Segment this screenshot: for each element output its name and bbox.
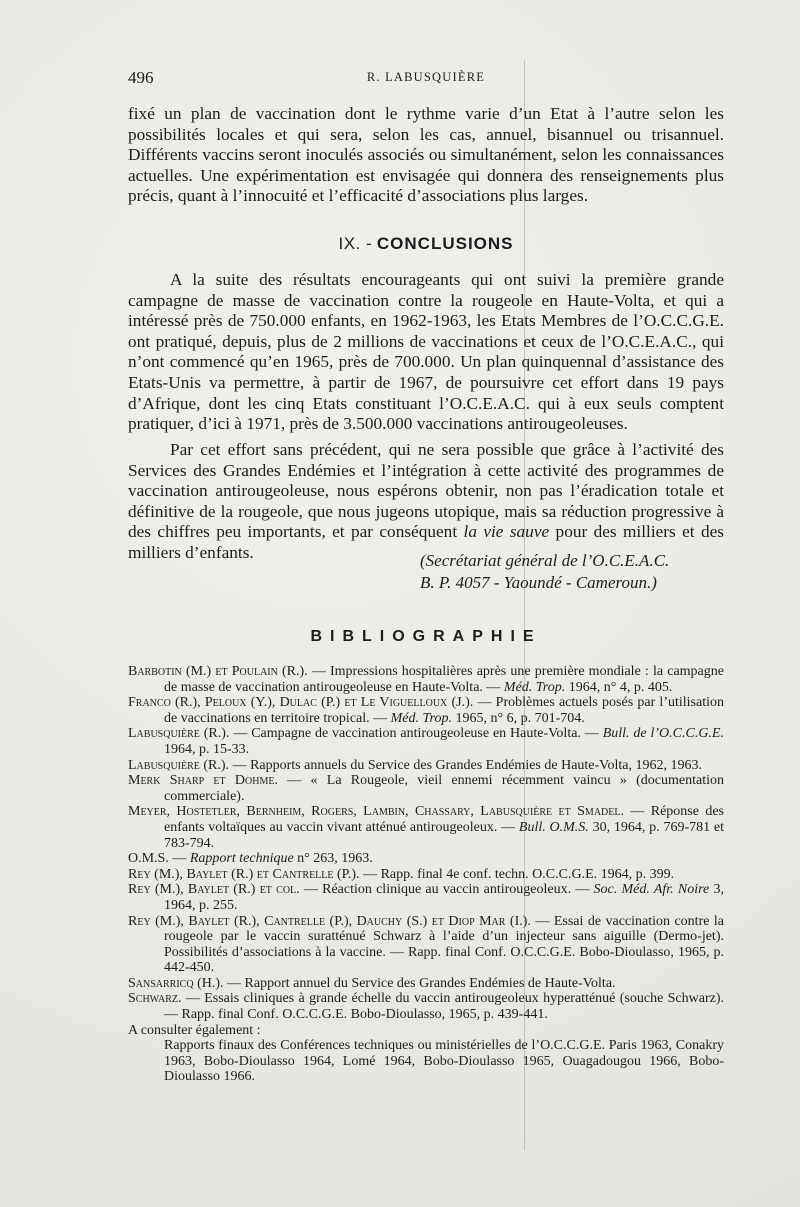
consult-heading: A consulter également : [128,1022,261,1038]
ref-authors: Rey (M.), Baylet (R.), Cantrelle (P.), Dauchy (S.) et Diop Mar (I.). [128,913,531,929]
paragraph-text: Par cet effort sans précédent, qui ne sera possible que grâce à l’activité des Services des Grandes Endémies et l’intégration à cette activité des programmes de vaccination antirougeoleuse, nous espérons obtenir, non pas l’éradication totale et définitive de la rougeole, que nous jugeons utopique, mais sa réduction progressive à des chiffres peu importants, et par conséquent [128,440,724,542]
intro-paragraph: fixé un plan de vaccination dont le rythme varie d’un Etat à l’autre selon les possibilités locales et qui sera, selon les cas, annuel, bisannuel ou trisannuel. Différents vaccins seront inoculés associés ou simultanément, selon les connaissances actuelles. Une expérimentation est envisagée qui donnera des renseignements plus précis, quant à l’innocuité et l’efficacité d’associations plus larges. [128,104,724,206]
ref-tail: 3, 1964, p. 255. [164,882,725,913]
ref-text: — Réponse des enfants voltaïques au vaccin vivant atténué antirougeoleux. — [164,804,724,835]
ref-source: Méd. Trop. [503,679,566,695]
ref-source: Bull. O.M.S. [518,819,589,835]
reference-item [128,773,724,804]
reference-item [128,695,724,726]
ref-authors: Rey (M.), Baylet (R.) et Cantrelle (P.). [128,866,360,882]
reference-item [128,726,724,757]
ref-tail: 1964, p. 15-33. [164,741,250,757]
ref-authors: Schwarz. [128,991,182,1007]
running-head: R. LABUSQUIÈRE [366,70,486,84]
section-number: IX. - [338,234,373,253]
ref-authors: Labusquière (R.). [128,757,230,773]
reference-item [128,867,724,883]
reference-item [128,664,724,695]
ref-text: — Impressions hospitalières après une première mondiale : la campagne de masse de vaccination antirougeoleuse en Haute-Volta. — [164,664,724,695]
ref-authors: Labusquière (R.). [128,726,230,742]
page-header [128,68,724,92]
ref-authors: Rey (M.), Baylet (R.) et col. [128,882,300,898]
reference-item [128,758,724,774]
page-number: 496 [128,68,154,87]
ref-text: — Rapport annuel du Service des Grandes Endémies de Haute-Volta. [223,975,616,991]
ref-text: — « La Rougeole, vieil ennemi récemment vaincu » (documentation commerciale). [164,773,724,804]
ref-tail: 1965, n° 6, p. 701-704. [451,710,585,726]
conclusion-paragraph-2 [128,440,724,564]
paragraph-text-end: pour des milliers et des milliers d’enfants. [128,522,725,562]
ref-text: — Essais cliniques à grande échelle du vaccin antirougeoleux hyperatténué (souche Schwarz). — Rapp. final Conf. O.C.C.G.E. Bobo-Dioulasso, 1965, p. 439-441. [164,991,724,1023]
bibliography-list [128,664,724,1085]
ref-tail: n° 263, 1963. [293,851,373,867]
signature-line-1: (Secrétariat général de l’O.C.E.A.C. [420,551,670,570]
conclusion-paragraph-1: A la suite des résultats encourageants qui ont suivi la première grande campagne de masse de vaccination contre la rougeole en Haute-Volta, et qui a intéressé près de 750.000 enfants, en 1962-1963, les Etats Membres de l’O.C.C.G.E. ont pratiqué, depuis, plus de 2 millions de vaccinations et ceux de l’O.C.E.A.C., qui n’ont commencé qu’en 1965, près de 700.000. Un plan quinquennal d’assistance des Etats-Unis va permettre, à partir de 1967, de poursuivre cet effort dans 19 pays d’Afrique, dont les cinq Etats constituant l’O.C.E.A.C. qui à eux seuls comptent pratiquer, d’ici à 1971, près de 3.500.000 vaccinations antirougeoleuses. [128,270,724,434]
consult-text: Rapports finaux des Conférences techniques ou ministérielles de l’O.C.C.G.E. Paris 1963, Conakry 1963, Bobo-Dioulasso 1964, Lomé 1964, Bobo-Dioulasso 1965, Ouagadougou 1966, Bobo-Dioulasso 1966. [164,1038,724,1085]
reference-item [128,991,724,1022]
ref-text: — Campagne de vaccination antirougeoleuse en Haute-Volta. — [229,726,603,742]
reference-item [128,882,724,913]
ref-source: Rapport technique [189,851,294,867]
ref-tail: 30, 1964, p. 769-781 et 783-794. [164,819,724,851]
ref-tail: 1964, n° 4, p. 405. [565,679,673,695]
ref-authors: O.M.S. [128,851,169,867]
reference-item [128,914,724,976]
signature-line-2: B. P. 4057 - Yaoundé - Cameroun.) [420,573,657,592]
reference-item [128,976,724,992]
ref-authors: Franco (R.), Peloux (Y.), Dulac (P.) et Le Viguelloux (J.). [128,695,474,711]
ref-text: — Réaction clinique au vaccin antirougeoleux. — [299,882,594,898]
reference-item [128,851,724,867]
ref-source: Soc. Méd. Afr. Noire [593,882,710,898]
ref-text: — Rapports annuels du Service des Grandes Endémies de Haute-Volta, 1962, 1963. [229,757,702,773]
ref-authors: Meyer, Hostetler, Bernheim, Rogers, Lambin, Chassary, Labusquière et Smadel. [128,804,624,820]
reference-item [128,804,724,851]
signature-block [420,550,740,594]
ref-authors: Barbotin (M.) et Poulain (R.). [128,664,308,679]
ref-text: — Problèmes actuels posés par l’utilisation de vaccinations en territoire tropical. — [164,695,724,726]
ref-source: Bull. de l’O.C.C.G.E. [602,726,724,742]
section-title: CONCLUSIONS [376,234,514,253]
ref-source: Méd. Trop. [390,710,452,726]
bibliography-title: BIBLIOGRAPHIE [310,628,542,645]
section-heading [128,234,724,254]
ref-authors: Sansarricq (H.). [128,975,224,991]
ref-text: — Essai de vaccination contre la rougeole par le vaccin suratténué Schwarz à l’aide d’un injecteur sans aiguille (Dermo-jet). Possibilités d’associations à la vaccine. — Rapp. final Conf. O.C.C.G.E. Bobo-Dioulasso, 1965, p. 442-450. [164,913,725,976]
ref-authors: Merk Sharp et Dohme. [128,773,278,789]
ref-text: — Rapp. final 4e conf. techn. O.C.C.G.E. 1964, p. 399. [359,866,675,882]
italic-phrase: la vie sauve [463,522,550,542]
ref-text: — [168,851,190,867]
